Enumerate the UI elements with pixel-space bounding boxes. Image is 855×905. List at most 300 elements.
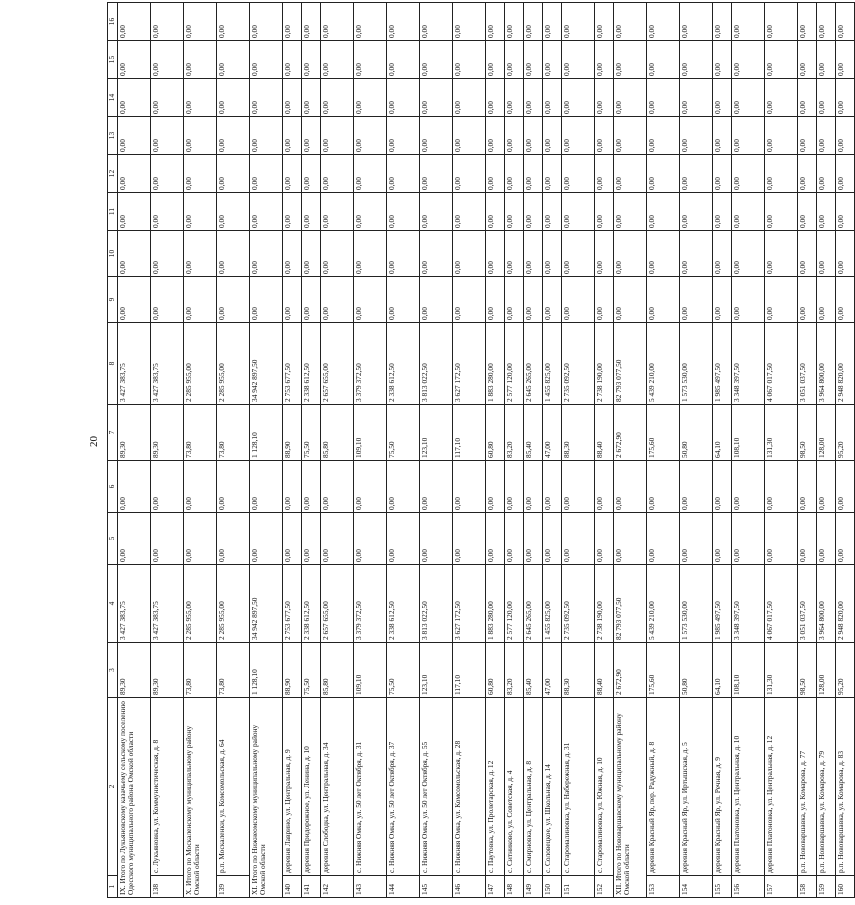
table-row: [354, 3, 387, 898]
value-cell-col-4: 3 427 383,75: [151, 565, 184, 643]
value-cell-col-10: 0,00: [765, 231, 798, 277]
value-cell-col-13: 0,00: [614, 117, 647, 155]
value-cell-col-4: 3 427 383,75: [118, 565, 151, 643]
value-cell-col-6: 0,00: [486, 461, 505, 513]
value-cell-col-3: 95,20: [836, 643, 855, 698]
value-cell-col-3: 89,30: [118, 643, 151, 698]
value-cell-col-9: 0,00: [250, 277, 283, 323]
value-cell-col-9: 0,00: [524, 277, 543, 323]
value-cell-col-3: 75,50: [302, 643, 321, 698]
value-cell-col-11: 0,00: [798, 193, 817, 231]
value-cell-col-5: 0,00: [798, 513, 817, 565]
row-number: 158: [798, 876, 817, 898]
value-cell-col-5: 0,00: [505, 513, 524, 565]
value-cell-col-11: 0,00: [184, 193, 217, 231]
value-cell-col-6: 0,00: [387, 461, 420, 513]
value-cell-col-15: 0,00: [387, 41, 420, 79]
value-cell-col-10: 0,00: [354, 231, 387, 277]
value-cell-col-6: 0,00: [732, 461, 765, 513]
address-cell: деревня Платоновка, ул. Центральная, д. 12: [765, 698, 798, 876]
value-cell-col-14: 0,00: [283, 79, 302, 117]
row-number: 150: [543, 876, 562, 898]
row-number: 138: [151, 876, 184, 898]
value-cell-col-14: 0,00: [732, 79, 765, 117]
value-cell-col-14: 0,00: [387, 79, 420, 117]
column-number-8: 8: [108, 323, 118, 405]
value-cell-col-15: 0,00: [505, 41, 524, 79]
value-cell-col-12: 0,00: [647, 155, 680, 193]
value-cell-col-7: 88,40: [595, 405, 614, 461]
value-cell-col-3: 123,10: [420, 643, 453, 698]
row-number: 160: [836, 876, 855, 898]
value-cell-col-14: 0,00: [354, 79, 387, 117]
value-cell-col-7: 75,50: [387, 405, 420, 461]
value-cell-col-16: 0,00: [118, 3, 151, 41]
value-cell-col-13: 0,00: [524, 117, 543, 155]
value-cell-col-16: 0,00: [817, 3, 836, 41]
value-cell-col-3: 1 128,10: [250, 643, 283, 698]
value-cell-col-11: 0,00: [250, 193, 283, 231]
value-cell-col-13: 0,00: [453, 117, 486, 155]
value-cell-col-9: 0,00: [505, 277, 524, 323]
value-cell-col-13: 0,00: [765, 117, 798, 155]
table-row: [836, 3, 855, 898]
section-title: XI. Итого по Нижнеомскому муниципальному району Омской области: [250, 698, 283, 898]
value-cell-col-9: 0,00: [543, 277, 562, 323]
value-cell-col-12: 0,00: [420, 155, 453, 193]
value-cell-col-16: 0,00: [713, 3, 732, 41]
value-cell-col-7: 128,00: [817, 405, 836, 461]
value-cell-col-11: 0,00: [118, 193, 151, 231]
housing-program-table: [107, 2, 855, 898]
value-cell-col-13: 0,00: [505, 117, 524, 155]
value-cell-col-8: 3 627 172,50: [453, 323, 486, 405]
value-cell-col-10: 0,00: [217, 231, 250, 277]
value-cell-col-11: 0,00: [562, 193, 595, 231]
value-cell-col-5: 0,00: [817, 513, 836, 565]
value-cell-col-12: 0,00: [713, 155, 732, 193]
value-cell-col-9: 0,00: [765, 277, 798, 323]
value-cell-col-6: 0,00: [118, 461, 151, 513]
value-cell-col-8: 1 573 530,00: [680, 323, 713, 405]
value-cell-col-4: 3 348 397,50: [732, 565, 765, 643]
section-title: IX. Итого по Лукьяновскому казачьему сельскому поселению Одесского муниципального района Омской области: [118, 698, 151, 898]
value-cell-col-6: 0,00: [647, 461, 680, 513]
value-cell-col-10: 0,00: [713, 231, 732, 277]
value-cell-col-6: 0,00: [354, 461, 387, 513]
section-total-row: [614, 3, 647, 898]
value-cell-col-3: 75,50: [387, 643, 420, 698]
value-cell-col-10: 0,00: [387, 231, 420, 277]
row-number: 156: [732, 876, 765, 898]
value-cell-col-13: 0,00: [184, 117, 217, 155]
value-cell-col-12: 0,00: [283, 155, 302, 193]
value-cell-col-5: 0,00: [354, 513, 387, 565]
value-cell-col-8: 5 439 210,00: [647, 323, 680, 405]
value-cell-col-5: 0,00: [732, 513, 765, 565]
value-cell-col-16: 0,00: [250, 3, 283, 41]
value-cell-col-12: 0,00: [524, 155, 543, 193]
value-cell-col-14: 0,00: [614, 79, 647, 117]
value-cell-col-7: 73,80: [217, 405, 250, 461]
value-cell-col-8: 2 338 612,50: [387, 323, 420, 405]
value-cell-col-14: 0,00: [486, 79, 505, 117]
table-row: [524, 3, 543, 898]
value-cell-col-8: 3 379 372,50: [354, 323, 387, 405]
value-cell-col-9: 0,00: [817, 277, 836, 323]
column-number-3: 3: [108, 643, 118, 698]
value-cell-col-13: 0,00: [420, 117, 453, 155]
column-number-11: 11: [108, 193, 118, 231]
address-cell: деревня Слободка, ул. Центральная, д. 34: [321, 698, 354, 876]
value-cell-col-10: 0,00: [453, 231, 486, 277]
value-cell-col-7: 83,20: [505, 405, 524, 461]
value-cell-col-10: 0,00: [524, 231, 543, 277]
value-cell-col-8: 1 883 280,00: [486, 323, 505, 405]
value-cell-col-5: 0,00: [321, 513, 354, 565]
value-cell-col-8: 2 577 120,00: [505, 323, 524, 405]
value-cell-col-15: 0,00: [732, 41, 765, 79]
value-cell-col-8: 1 455 825,00: [543, 323, 562, 405]
value-cell-col-7: 85,80: [321, 405, 354, 461]
value-cell-col-16: 0,00: [151, 3, 184, 41]
value-cell-col-15: 0,00: [836, 41, 855, 79]
value-cell-col-9: 0,00: [118, 277, 151, 323]
address-cell: деревня Лаврино, ул. Центральная, д. 9: [283, 698, 302, 876]
value-cell-col-7: 98,50: [798, 405, 817, 461]
value-cell-col-4: 1 455 825,00: [543, 565, 562, 643]
address-cell: деревня Придорожное, ул. Ленина, д. 10: [302, 698, 321, 876]
row-number: 148: [505, 876, 524, 898]
table-row: [387, 3, 420, 898]
value-cell-col-5: 0,00: [713, 513, 732, 565]
value-cell-col-14: 0,00: [595, 79, 614, 117]
value-cell-col-12: 0,00: [817, 155, 836, 193]
value-cell-col-6: 0,00: [614, 461, 647, 513]
table-row: [283, 3, 302, 898]
column-number-10: 10: [108, 231, 118, 277]
value-cell-col-11: 0,00: [387, 193, 420, 231]
value-cell-col-13: 0,00: [151, 117, 184, 155]
value-cell-col-9: 0,00: [184, 277, 217, 323]
value-cell-col-10: 0,00: [250, 231, 283, 277]
row-number: 159: [817, 876, 836, 898]
value-cell-col-15: 0,00: [250, 41, 283, 79]
table-row: [647, 3, 680, 898]
value-cell-col-3: 89,30: [151, 643, 184, 698]
value-cell-col-5: 0,00: [420, 513, 453, 565]
table-row: [151, 3, 184, 898]
value-cell-col-12: 0,00: [486, 155, 505, 193]
rotated-table-container: [107, 3, 845, 898]
value-cell-col-16: 0,00: [217, 3, 250, 41]
value-cell-col-5: 0,00: [524, 513, 543, 565]
value-cell-col-12: 0,00: [765, 155, 798, 193]
value-cell-col-16: 0,00: [765, 3, 798, 41]
value-cell-col-15: 0,00: [765, 41, 798, 79]
value-cell-col-3: 85,80: [321, 643, 354, 698]
value-cell-col-5: 0,00: [453, 513, 486, 565]
row-number: 153: [647, 876, 680, 898]
value-cell-col-3: 175,60: [647, 643, 680, 698]
value-cell-col-9: 0,00: [647, 277, 680, 323]
address-cell: деревня Красный Яр, пер. Радужный, д. 8: [647, 698, 680, 876]
value-cell-col-14: 0,00: [453, 79, 486, 117]
value-cell-col-7: 131,30: [765, 405, 798, 461]
value-cell-col-4: 2 735 092,50: [562, 565, 595, 643]
value-cell-col-8: 2 338 612,50: [302, 323, 321, 405]
value-cell-col-6: 0,00: [798, 461, 817, 513]
value-cell-col-5: 0,00: [387, 513, 420, 565]
value-cell-col-8: 2 948 820,00: [836, 323, 855, 405]
value-cell-col-6: 0,00: [562, 461, 595, 513]
value-cell-col-11: 0,00: [680, 193, 713, 231]
value-cell-col-13: 0,00: [250, 117, 283, 155]
value-cell-col-16: 0,00: [302, 3, 321, 41]
address-cell: с. Нижняя Омка, ул. 50 лет Октября, д. 55: [420, 698, 453, 876]
value-cell-col-15: 0,00: [798, 41, 817, 79]
value-cell-col-14: 0,00: [543, 79, 562, 117]
table-row: [732, 3, 765, 898]
value-cell-col-13: 0,00: [562, 117, 595, 155]
value-cell-col-13: 0,00: [283, 117, 302, 155]
value-cell-col-4: 2 738 190,00: [595, 565, 614, 643]
value-cell-col-16: 0,00: [283, 3, 302, 41]
value-cell-col-10: 0,00: [151, 231, 184, 277]
value-cell-col-3: 85,40: [524, 643, 543, 698]
value-cell-col-7: 95,20: [836, 405, 855, 461]
value-cell-col-7: 47,00: [543, 405, 562, 461]
value-cell-col-15: 0,00: [217, 41, 250, 79]
row-number: 140: [283, 876, 302, 898]
value-cell-col-3: 128,00: [817, 643, 836, 698]
value-cell-col-10: 0,00: [595, 231, 614, 277]
value-cell-col-8: 2 285 955,00: [217, 323, 250, 405]
value-cell-col-9: 0,00: [614, 277, 647, 323]
value-cell-col-8: 3 051 037,50: [798, 323, 817, 405]
value-cell-col-13: 0,00: [595, 117, 614, 155]
value-cell-col-14: 0,00: [420, 79, 453, 117]
value-cell-col-16: 0,00: [836, 3, 855, 41]
value-cell-col-9: 0,00: [562, 277, 595, 323]
value-cell-col-9: 0,00: [151, 277, 184, 323]
value-cell-col-15: 0,00: [302, 41, 321, 79]
value-cell-col-8: 3 964 800,00: [817, 323, 836, 405]
value-cell-col-13: 0,00: [354, 117, 387, 155]
address-cell: р.п. Москаленки, ул. Комсомольская, д. 64: [217, 698, 250, 876]
value-cell-col-14: 0,00: [765, 79, 798, 117]
value-cell-col-6: 0,00: [302, 461, 321, 513]
value-cell-col-13: 0,00: [302, 117, 321, 155]
value-cell-col-10: 0,00: [798, 231, 817, 277]
page-number: 20: [88, 436, 100, 447]
value-cell-col-8: 34 942 897,50: [250, 323, 283, 405]
value-cell-col-7: 88,30: [562, 405, 595, 461]
value-cell-col-13: 0,00: [217, 117, 250, 155]
value-cell-col-14: 0,00: [647, 79, 680, 117]
address-cell: р.п. Нововаршавка, ул. Комарова, д. 83: [836, 698, 855, 876]
value-cell-col-12: 0,00: [595, 155, 614, 193]
row-number: 142: [321, 876, 354, 898]
value-cell-col-13: 0,00: [817, 117, 836, 155]
value-cell-col-3: 88,90: [283, 643, 302, 698]
value-cell-col-15: 0,00: [453, 41, 486, 79]
value-cell-col-10: 0,00: [836, 231, 855, 277]
value-cell-col-9: 0,00: [680, 277, 713, 323]
value-cell-col-4: 3 051 037,50: [798, 565, 817, 643]
value-cell-col-6: 0,00: [151, 461, 184, 513]
value-cell-col-14: 0,00: [562, 79, 595, 117]
table-row: [543, 3, 562, 898]
value-cell-col-12: 0,00: [250, 155, 283, 193]
value-cell-col-8: 2 657 655,00: [321, 323, 354, 405]
value-cell-col-11: 0,00: [543, 193, 562, 231]
value-cell-col-9: 0,00: [321, 277, 354, 323]
value-cell-col-5: 0,00: [836, 513, 855, 565]
value-cell-col-4: 1 985 497,50: [713, 565, 732, 643]
value-cell-col-11: 0,00: [647, 193, 680, 231]
value-cell-col-11: 0,00: [595, 193, 614, 231]
value-cell-col-16: 0,00: [505, 3, 524, 41]
section-total-row: [184, 3, 217, 898]
address-cell: с. Соловецкое, ул. Школьная, д. 14: [543, 698, 562, 876]
address-cell: деревня Платоновка, ул. Центральная, д. 10: [732, 698, 765, 876]
value-cell-col-15: 0,00: [524, 41, 543, 79]
value-cell-col-8: 2 645 265,00: [524, 323, 543, 405]
value-cell-col-5: 0,00: [562, 513, 595, 565]
value-cell-col-4: 2 645 265,00: [524, 565, 543, 643]
value-cell-col-6: 0,00: [524, 461, 543, 513]
value-cell-col-5: 0,00: [250, 513, 283, 565]
value-cell-col-15: 0,00: [713, 41, 732, 79]
value-cell-col-11: 0,00: [505, 193, 524, 231]
value-cell-col-4: 3 627 172,50: [453, 565, 486, 643]
value-cell-col-11: 0,00: [420, 193, 453, 231]
value-cell-col-3: 2 672,90: [614, 643, 647, 698]
value-cell-col-8: 3 348 397,50: [732, 323, 765, 405]
value-cell-col-15: 0,00: [595, 41, 614, 79]
value-cell-col-12: 0,00: [118, 155, 151, 193]
value-cell-col-9: 0,00: [354, 277, 387, 323]
value-cell-col-13: 0,00: [543, 117, 562, 155]
table-row: [798, 3, 817, 898]
value-cell-col-10: 0,00: [732, 231, 765, 277]
value-cell-col-3: 60,80: [486, 643, 505, 698]
column-number-2: 2: [108, 698, 118, 876]
value-cell-col-14: 0,00: [217, 79, 250, 117]
address-cell: с. Нижняя Омка, ул. 50 лет Октября, д. 31: [354, 698, 387, 876]
value-cell-col-12: 0,00: [354, 155, 387, 193]
table-row: [321, 3, 354, 898]
value-cell-col-4: 2 657 655,00: [321, 565, 354, 643]
column-number-5: 5: [108, 513, 118, 565]
row-number: 144: [387, 876, 420, 898]
value-cell-col-13: 0,00: [713, 117, 732, 155]
value-cell-col-10: 0,00: [647, 231, 680, 277]
value-cell-col-10: 0,00: [420, 231, 453, 277]
address-cell: с. Паутовка, ул. Пролетарская, д. 12: [486, 698, 505, 876]
value-cell-col-4: 3 379 372,50: [354, 565, 387, 643]
value-cell-col-15: 0,00: [151, 41, 184, 79]
value-cell-col-4: 34 942 897,50: [250, 565, 283, 643]
value-cell-col-10: 0,00: [614, 231, 647, 277]
value-cell-col-12: 0,00: [505, 155, 524, 193]
value-cell-col-14: 0,00: [817, 79, 836, 117]
value-cell-col-6: 0,00: [453, 461, 486, 513]
value-cell-col-7: 85,40: [524, 405, 543, 461]
value-cell-col-9: 0,00: [713, 277, 732, 323]
row-number: 143: [354, 876, 387, 898]
value-cell-col-7: 89,30: [151, 405, 184, 461]
value-cell-col-5: 0,00: [184, 513, 217, 565]
section-total-row: [118, 3, 151, 898]
value-cell-col-3: 88,40: [595, 643, 614, 698]
value-cell-col-13: 0,00: [680, 117, 713, 155]
value-cell-col-10: 0,00: [505, 231, 524, 277]
value-cell-col-12: 0,00: [387, 155, 420, 193]
value-cell-col-10: 0,00: [118, 231, 151, 277]
value-cell-col-8: 1 985 497,50: [713, 323, 732, 405]
row-number: 157: [765, 876, 798, 898]
value-cell-col-10: 0,00: [543, 231, 562, 277]
address-cell: с. Старомалиновка, ул. Набережная, д. 31: [562, 698, 595, 876]
value-cell-col-11: 0,00: [713, 193, 732, 231]
value-cell-col-4: 2 753 677,50: [283, 565, 302, 643]
value-cell-col-6: 0,00: [680, 461, 713, 513]
value-cell-col-6: 0,00: [184, 461, 217, 513]
row-number: 139: [217, 876, 250, 898]
table-row: [680, 3, 713, 898]
value-cell-col-5: 0,00: [765, 513, 798, 565]
value-cell-col-14: 0,00: [250, 79, 283, 117]
value-cell-col-9: 0,00: [836, 277, 855, 323]
value-cell-col-7: 50,80: [680, 405, 713, 461]
value-cell-col-3: 83,20: [505, 643, 524, 698]
value-cell-col-5: 0,00: [118, 513, 151, 565]
column-number-header-row: [108, 3, 118, 898]
table-row: [302, 3, 321, 898]
value-cell-col-13: 0,00: [647, 117, 680, 155]
value-cell-col-9: 0,00: [732, 277, 765, 323]
value-cell-col-16: 0,00: [798, 3, 817, 41]
value-cell-col-4: 4 067 017,50: [765, 565, 798, 643]
value-cell-col-16: 0,00: [354, 3, 387, 41]
value-cell-col-12: 0,00: [680, 155, 713, 193]
value-cell-col-13: 0,00: [798, 117, 817, 155]
value-cell-col-4: 1 883 280,00: [486, 565, 505, 643]
row-number: 152: [595, 876, 614, 898]
value-cell-col-15: 0,00: [543, 41, 562, 79]
value-cell-col-3: 109,10: [354, 643, 387, 698]
value-cell-col-12: 0,00: [151, 155, 184, 193]
section-title: XII. Итого по Нововаршавскому муниципальному району Омской области: [614, 698, 647, 898]
table-row: [765, 3, 798, 898]
value-cell-col-12: 0,00: [562, 155, 595, 193]
value-cell-col-11: 0,00: [614, 193, 647, 231]
value-cell-col-14: 0,00: [713, 79, 732, 117]
value-cell-col-11: 0,00: [302, 193, 321, 231]
address-cell: с. Лукьяновка, ул. Коммунистическая, д. 8: [151, 698, 184, 876]
value-cell-col-7: 117,10: [453, 405, 486, 461]
value-cell-col-10: 0,00: [283, 231, 302, 277]
value-cell-col-12: 0,00: [321, 155, 354, 193]
column-number-15: 15: [108, 41, 118, 79]
value-cell-col-9: 0,00: [486, 277, 505, 323]
value-cell-col-6: 0,00: [543, 461, 562, 513]
row-number: 151: [562, 876, 595, 898]
value-cell-col-7: 2 672,90: [614, 405, 647, 461]
value-cell-col-6: 0,00: [321, 461, 354, 513]
